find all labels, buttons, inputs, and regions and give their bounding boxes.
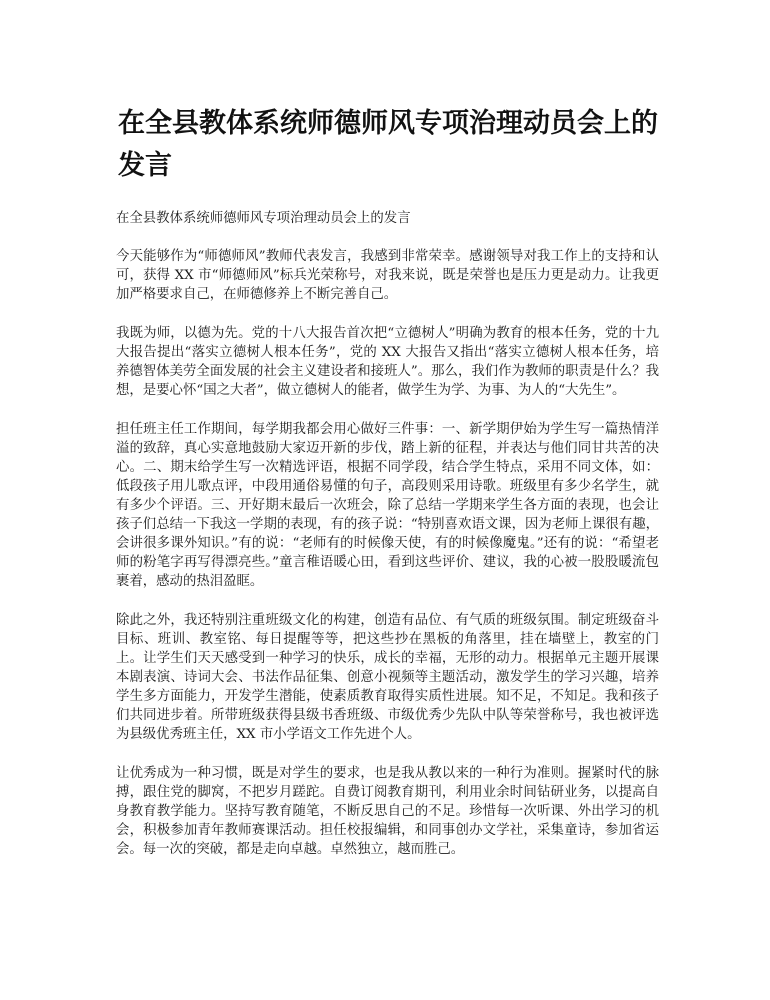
paragraph: 今天能够作为“师德师风”教师代表发言，我感到非常荣幸。感谢领导对我工作上的支持和认可，获得 XX 市“师德师风”标兵光荣称号，对我来说，既是荣誉也是压力更是动力。让我更加严格要求自己，在师德修养上不断完善自己。 bbox=[116, 249, 659, 302]
document-title: 在全县教体系统师德师风专项治理动员会上的发言 bbox=[118, 108, 658, 181]
document-body bbox=[116, 209, 659, 879]
paragraph: 让优秀成为一种习惯，既是对学生的要求，也是我从教以来的一种行为准则。握紧时代的脉搏，跟住党的脚窝，不把岁月蹉跎。自费订阅教育期刊，利用业余时间钻研业务，以提高自身教育教学能力。坚持写教育随笔，不断反思自己的不足。珍惜每一次听课、外出学习的机会，积极参加青年教师赛课活动。担任校报编辑，和同事创办文学社，采集童诗，参加省运会。每一次的突破，都是走向卓越。卓然独立，越而胜己。 bbox=[116, 766, 659, 857]
document-subtitle: 在全县教体系统师德师风专项治理动员会上的发言 bbox=[116, 211, 411, 226]
paragraph: 我既为师，以德为先。党的十八大报告首次把“立德树人”明确为教育的根本任务，党的十九大报告提出“落实立德树人根本任务”，党的 XX 大报告又指出“落实立德树人根本任务，培养德智体美劳全面发展的社会主义建设者和接班人”。那么，我们作为教师的职责是什么？我想，是要心怀“国之大者”，做立德树人的能者，做学生为学、为事、为人的“大先生”。 bbox=[116, 326, 659, 398]
paragraph: 担任班主任工作期间，每学期我都会用心做好三件事：一、新学期伊始为学生写一篇热情洋溢的致辞，真心实意地鼓励大家迈开新的步伐，踏上新的征程，并表达与他们同甘共苦的决心。二、期末给学生写一次精选评语，根据不同学段，结合学生特点，采用不同文体，如：低段孩子用儿歌点评，中段用通俗易懂的句子，高段则采用诗歌。班级里有多少名学生，就有多少个评语。三、开好期末最后一次班会，除了总结一学期来学生各方面的表现，也会让孩子们总结一下我这一学期的表现，有的孩子说：“特别喜欢语文课，因为老师上课很有趣，会讲很多课外知识。”有的说：“老师有的时候像天使，有的时候像魔鬼。”还有的说：“希望老师的粉笔字再写得漂亮些。”童言稚语暖心田，看到这些评价、建议，我的心被一股股暖流包裹着，感动的热泪盈眶。 bbox=[116, 422, 659, 589]
paragraph: 除此之外，我还特别注重班级文化的构建，创造有品位、有气质的班级氛围。制定班级奋斗目标、班训、教室铭、每日提醒等等，把这些抄在黑板的角落里，挂在墙壁上，教室的门上。让学生们天天感受到一种学习的快乐，成长的幸福，无形的动力。根据单元主题开展课本剧表演、诗词大会、书法作品征集、创意小视频等主题活动，激发学生的学习兴趣，培养学生多方面能力，开发学生潜能，使素质教育取得实质性进展。知不足，不知足。我和孩子们共同进步着。所带班级获得县级书香班级、市级优秀少先队中队等荣誉称号，我也被评选为县级优秀班主任，XX 市小学语文工作先进个人。 bbox=[116, 613, 659, 742]
